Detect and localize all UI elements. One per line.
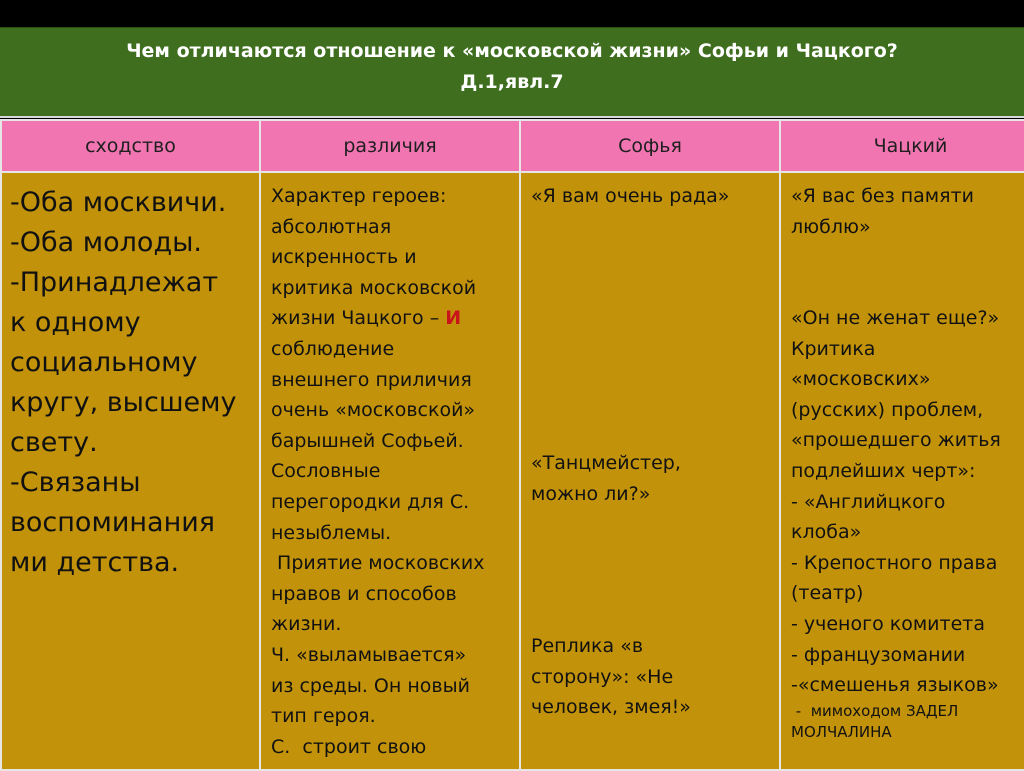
differences-line: жизни. [271,613,342,636]
chatsky-line: подлейших черт»: [791,459,976,482]
header-similarity: сходство [1,120,260,172]
sofya-quote-3 [531,631,691,723]
chatsky-cell [780,172,1024,770]
similarity-cell [1,172,260,770]
differences-line: перегородки для С. [271,490,470,513]
chatsky-line: «московских» [791,368,931,391]
chatsky-quote-1 [791,181,974,242]
sofya-cell [520,172,780,770]
chatsky-line: (театр) [791,582,864,605]
chatsky-line: клоба» [791,521,862,544]
chatsky-line: Критика [791,337,876,360]
differences-line: критика московской [271,276,477,299]
chatsky-line: люблю» [791,215,871,238]
sofya-quote-2 [531,448,681,509]
slide-title [0,27,1024,118]
sofya-line: Реплика «в [531,635,644,657]
similarity-line: -Оба москвичи. [10,187,227,218]
similarity-line: кругу, высшему [10,387,237,418]
sofya-line: сторону»: «Не [531,665,674,688]
differences-line: искренность и [271,246,417,269]
similarity-line: социальному [10,347,198,378]
chatsky-line: «прошедшего житья [791,429,1001,452]
sofya-line: можно ли?» [531,482,651,505]
differences-line: из среды. Он новый [271,674,470,697]
differences-line: соблюдение [271,337,395,360]
chatsky-line: - «Английцкого [791,490,946,513]
similarity-line: ми детства. [10,547,180,578]
chatsky-line: - Крепостного права [791,551,998,574]
differences-line: внешнего приличия [271,368,472,391]
differences-line: барышней Софьей. [271,429,464,452]
chatsky-line: - ученого комитета [791,612,985,635]
comparison-table [0,119,1024,771]
differences-line-mixed [271,303,511,334]
chatsky-small-line: МОЛЧАЛИНА [791,722,892,741]
header-sofya: Софья [520,120,780,172]
red-emphasis: И [445,307,462,330]
sofya-quote-1: «Я вам очень рада» [531,185,730,207]
similarity-line: к одному [10,307,141,338]
chatsky-small-line: - мимоходом ЗАДЕЛ [791,701,959,720]
differences-line: незыблемы. [271,521,392,544]
content-row [1,172,1024,770]
chatsky-line: - французомании [791,643,966,666]
differences-line: очень «московской» [271,399,476,422]
header-chatsky: Чацкий [780,120,1024,172]
differences-line: Ч. «выламывается» [271,643,467,666]
title-line-2: Д.1,явл.7 [460,71,564,93]
differences-line: Приятие московских [271,552,485,575]
differences-line: Сословные [271,460,381,483]
header-differences: различия [260,120,520,172]
similarity-line: воспоминания [10,507,216,538]
chatsky-line: «Я вас без памяти [791,185,974,207]
similarity-line: -Принадлежат [10,267,219,298]
differences-line: нравов и способов [271,582,457,605]
title-line-1: Чем отличаются отношение к «московской жизни» Софьи и Чацкого? [126,40,898,62]
header-row [1,120,1024,172]
sofya-line: «Танцмейстер, [531,452,681,474]
similarity-line: свету. [10,427,98,458]
chatsky-line: -«смешенья языков» [791,674,999,697]
top-black-bar [0,0,1024,27]
differences-line: тип героя. [271,705,376,728]
similarity-line: -Оба молоды. [10,227,203,258]
sofya-line: человек, змея!» [531,696,691,719]
chatsky-line: «Он не женат еще?» [791,307,1000,329]
similarity-line: -Связаны [10,467,141,498]
differences-line: С. строит свою [271,735,427,758]
differences-text: жизни Чацкого – [271,307,446,330]
chatsky-critique [791,303,1001,743]
differences-line: Характер героев: [271,185,447,207]
differences-line: абсолютная [271,215,392,238]
chatsky-line: (русских) проблем, [791,398,984,421]
differences-cell [260,172,520,770]
